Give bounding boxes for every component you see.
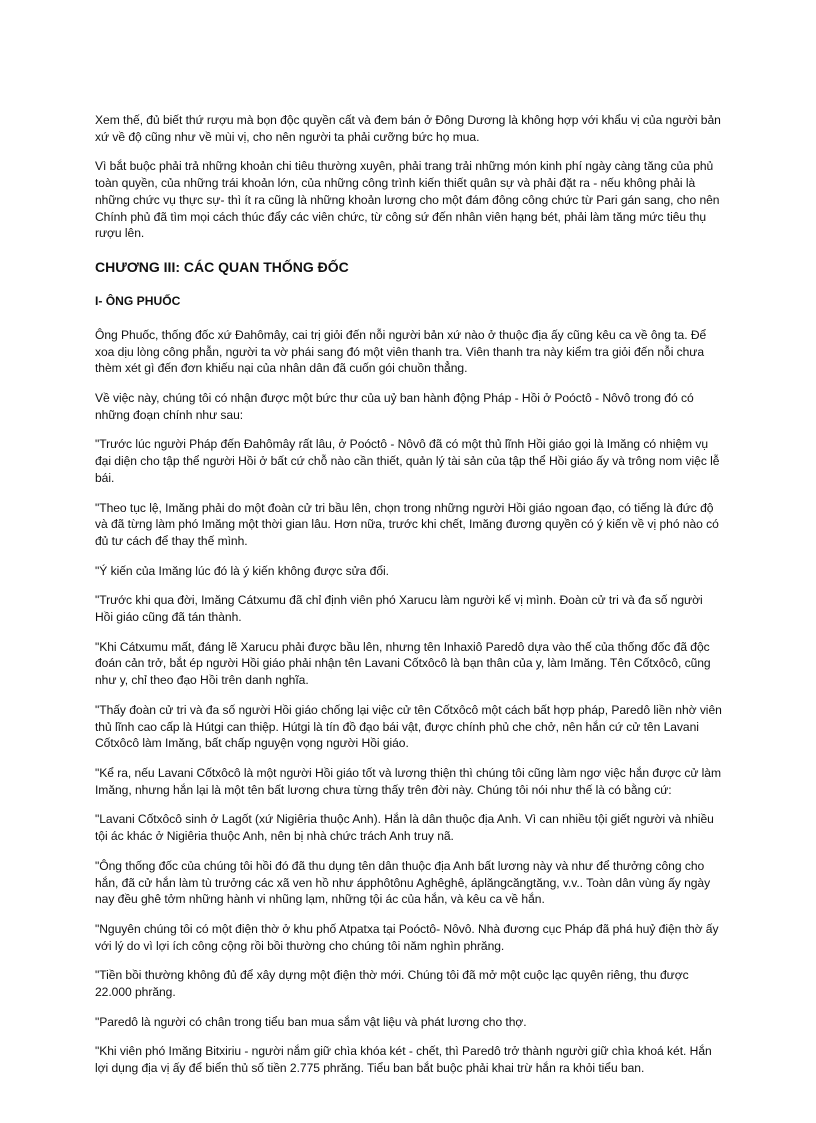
quoted-paragraph: "Ông thống đốc của chúng tôi hồi đó đã thu dụng tên dân thuộc địa Anh bất lương này và như để thưởng công cho hắn, đã cử hắn làm tù trưởng các xã ven hồ như ápphôtônu Aghêghê, áplăngcăngtăng, v.v.. Toàn dân vùng ấy ngày nay đều ghê tởm những hành vi nhũng lạm, những tội ác của hắn, và kêu ca về hắn. xyxy=(95,858,711,907)
quoted-paragraph: "Lavani Cốtxôcô sinh ở Lagốt (xứ Nigiêria thuộc Anh). Hắn là dân thuộc địa Anh. Vì can nhiều tội giết người và nhiều tội ác khác ở Nigiêria thuộc Anh, nên bị nhà chức trách Anh truy nã. xyxy=(95,812,714,844)
paragraph: Vì bắt buộc phải trả những khoản chi tiêu thường xuyên, phải trang trải những món kinh phí ngày càng tăng của phủ toàn quyền, của những trái khoản lớn, của những công trình kiến thiết quân sự và phải đặt ra - nếu không phải là những chức vụ thực sự- thì ít ra cũng là những khoản lương cho một đám đông công chức từ Pari gán sang, cho nên Chính phủ đã tìm mọi cách thúc đẩy các viên chức, từ công sứ đến nhân viên hạng bét, phải làm tăng mức tiêu thụ rượu lên. xyxy=(95,159,720,241)
intro-section xyxy=(95,112,722,242)
quoted-paragraph: "Theo tục lệ, Imăng phải do một đoàn cử tri bầu lên, chọn trong những người Hồi giáo ngoan đạo, có tiếng là đức độ và đã từng làm phó Imăng một thời gian lâu. Hơn nữa, trước khi chết, Imăng đương quyền có ý kiến về vị phó nào có đủ tư cách để thay thế mình. xyxy=(95,500,719,548)
quoted-paragraph: "Trước khi qua đời, Imăng Cátxumu đã chỉ định viên phó Xarucu làm người kế vị mình. Đoàn cử tri và đa số người Hồi giáo cũng đã tán thành. xyxy=(95,593,703,625)
quoted-paragraph: "Kể ra, nếu Lavani Cốtxôcô là một người Hồi giáo tốt và lương thiện thì chúng tôi cũng làm ngơ việc hắn được cử làm Imăng, nhưng hắn lại là một tên bất lương chưa từng thấy trên đời này. Chúng tôi nói như thế là có bằng cứ: xyxy=(95,765,722,797)
paragraph: Ông Phuốc, thống đốc xứ Đahômây, cai trị giỏi đến nỗi người bản xứ nào ở thuộc địa ấy cũng kêu ca về ông ta. Để xoa dịu lòng công phẫn, người ta vờ phái sang đó một viên thanh tra. Viên thanh tra này kiểm tra giỏi đến nỗi chưa thèm xét gì đến đơn khiếu nại của nhân dân đã cuốn gói chuồn thẳng. xyxy=(95,327,707,376)
quoted-paragraph: "Ý kiến của Imăng lúc đó là ý kiến không được sửa đổi. xyxy=(95,563,389,578)
quoted-paragraph: "Nguyên chúng tôi có một điện thờ ở khu phố Atpatxa tại Poóctô- Nôvô. Nhà đương cục Pháp đã phá huỷ điện thờ ấy với lý do vì lợi ích công cộng rồi bồi thường cho chúng tôi năm nghìn phrăng. xyxy=(95,921,719,953)
quoted-paragraph: "Khi viên phó Imăng Bitxiriu - người nắm giữ chìa khóa két - chết, thì Paredô trở thành người giữ chìa khoá két. Hắn lợi dụng địa vị ấy để biển thủ số tiền 2.775 phrăng. Tiểu ban bắt buộc phải khai trừ hắn ra khỏi tiểu ban. xyxy=(95,1044,712,1076)
paragraph: Xem thế, đủ biết thứ rượu mà bọn độc quyền cất và đem bán ở Đông Dương là không hợp với khẩu vị của người bản xứ về độ cũng như về mùi vị, cho nên người ta phải cưỡng bức họ mua. xyxy=(95,113,721,144)
quoted-paragraph: "Tiền bồi thường không đủ để xây dựng một điện thờ mới. Chúng tôi đã mở một cuộc lạc quyên riêng, thu được 22.000 phrăng. xyxy=(95,968,689,1000)
quoted-paragraph: "Trước lúc người Pháp đến Đahômây rất lâu, ở Poóctô - Nôvô đã có một thủ lĩnh Hồi giáo gọi là Imăng có nhiệm vụ đại diện cho tập thể người Hồi ở bất cứ chỗ nào cần thiết, quản lý tài sản của tập thể Hồi giáo ấy và trông nom việc lễ bái. xyxy=(95,437,720,485)
quoted-paragraph: "Thấy đoàn cử tri và đa số người Hồi giáo chống lại việc cử tên Cốtxôcô một cách bất hợp pháp, Paredô liền nhờ viên thủ lĩnh cao cấp là Hútgi can thiệp. Hútgi là tín đồ đạo bái vật, được chính phủ che chở, nên hắn cứ cử tên Lavani Cốtxôcô làm Imăng, bất chấp nguyện vọng người Hồi giáo. xyxy=(95,702,722,751)
section-heading: I- ÔNG PHUỐC xyxy=(95,293,181,308)
chapter-heading: CHƯƠNG III: CÁC QUAN THỐNG ĐỐC xyxy=(95,258,349,275)
quoted-paragraph: "Khi Cátxumu mất, đáng lẽ Xarucu phải được bầu lên, nhưng tên Inhaxiô Paredô dựa vào thế của thống đốc đã độc đoán cản trở, bắt ép người Hồi giáo phải nhận tên Lavani Cốtxôcô là bạn thân của y, làm Imăng. Tên Cốtxôcô, cũng như y, chỉ theo đạo Hồi trên danh nghĩa. xyxy=(95,639,711,688)
body-section xyxy=(95,327,722,1077)
quoted-paragraph: "Paredô là người có chân trong tiểu ban mua sắm vật liệu và phát lương cho thợ. xyxy=(95,1014,527,1029)
paragraph: Về việc này, chúng tôi có nhận được một bức thư của uỷ ban hành động Pháp - Hồi ở Poóctô - Nôvô trong đó có những đoạn chính như sau: xyxy=(95,391,694,422)
